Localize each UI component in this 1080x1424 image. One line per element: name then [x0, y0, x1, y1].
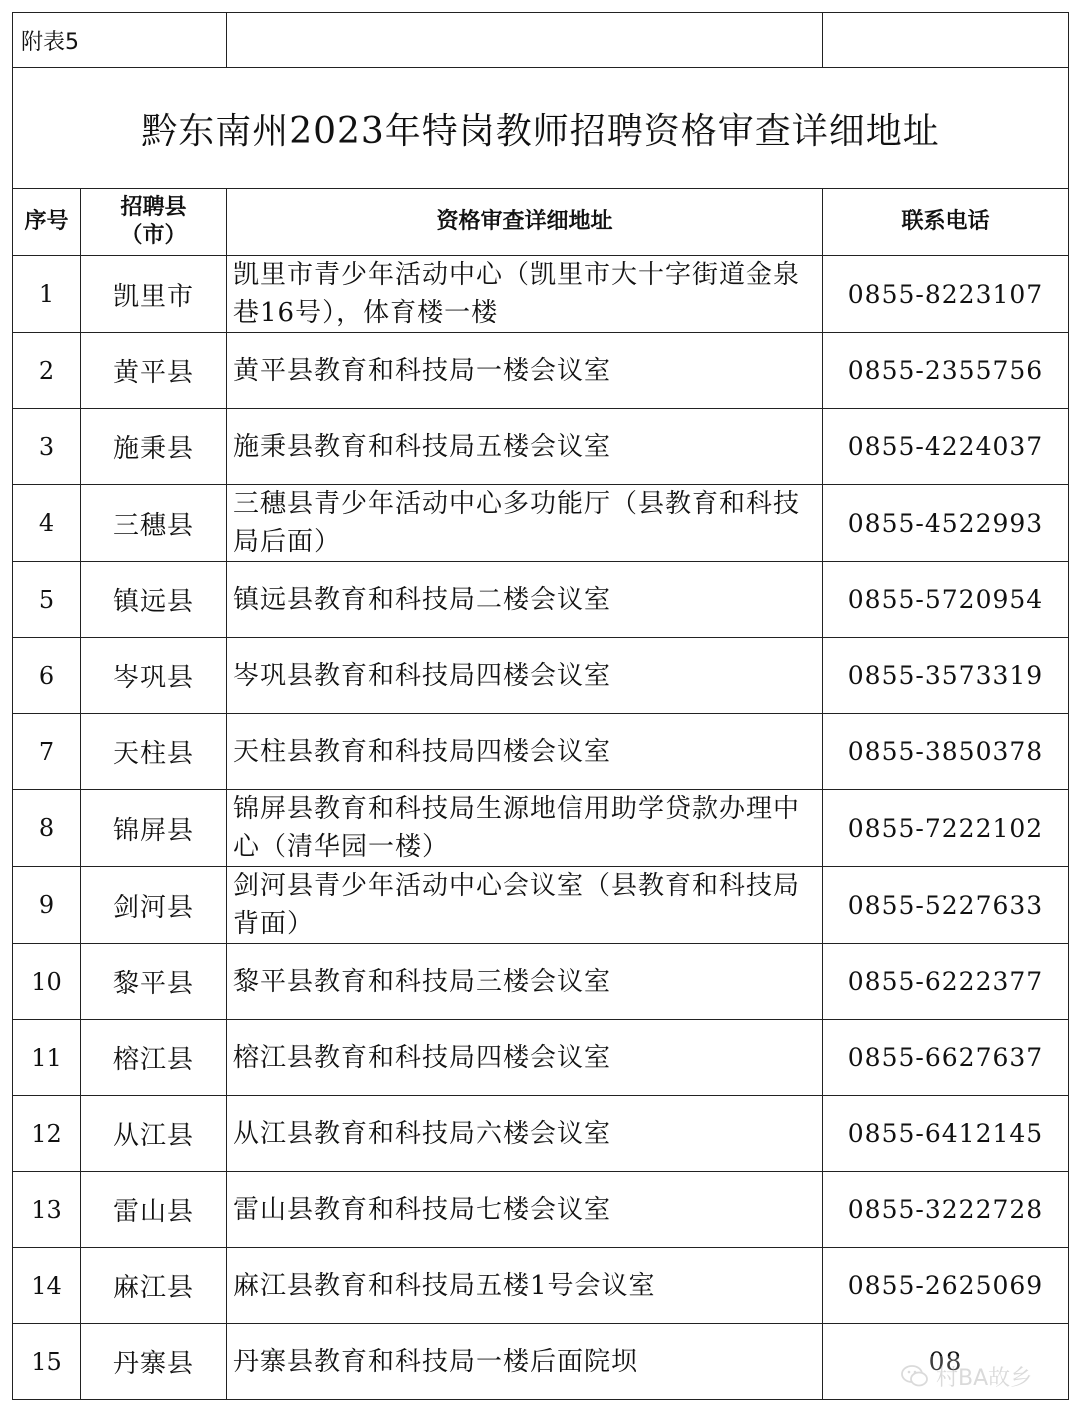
- row-phone: 0855-4522993: [823, 485, 1069, 562]
- row-county: 麻江县: [81, 1248, 227, 1324]
- row-number: 8: [13, 790, 81, 867]
- row-address: 岑巩县教育和科技局四楼会议室: [227, 638, 823, 714]
- row-number: 9: [13, 867, 81, 944]
- table-row: [13, 485, 1069, 562]
- row-county: 三穗县: [81, 485, 227, 562]
- row-phone: 0855-3573319: [823, 638, 1069, 714]
- row-county: 雷山县: [81, 1172, 227, 1248]
- appendix-label: 附表5: [13, 13, 227, 68]
- row-county: 从江县: [81, 1096, 227, 1172]
- watermark-text: 村BA故乡: [936, 1365, 1033, 1391]
- row-address: 天柱县教育和科技局四楼会议室: [227, 714, 823, 790]
- table-row: [13, 1172, 1069, 1248]
- row-county: 榕江县: [81, 1020, 227, 1096]
- row-phone: 0855-3222728: [823, 1172, 1069, 1248]
- empty-cell: [823, 13, 1069, 68]
- row-address: 从江县教育和科技局六楼会议室: [227, 1096, 823, 1172]
- row-address: 剑河县青少年活动中心会议室（县教育和科技局背面）: [227, 867, 823, 944]
- row-number: 1: [13, 256, 81, 333]
- row-address: 丹寨县教育和科技局一楼后面院坝: [227, 1324, 823, 1400]
- row-county: 施秉县: [81, 409, 227, 485]
- row-phone: 0855-3850378: [823, 714, 1069, 790]
- header-county-line1: 招聘县: [120, 195, 187, 220]
- row-address: 雷山县教育和科技局七楼会议室: [227, 1172, 823, 1248]
- row-county: 天柱县: [81, 714, 227, 790]
- row-phone: 0855-4224037: [823, 409, 1069, 485]
- appendix-row: [13, 13, 1069, 68]
- row-county: 岑巩县: [81, 638, 227, 714]
- header-row: [13, 189, 1069, 256]
- row-phone: 0855-6222377: [823, 944, 1069, 1020]
- table-row: [13, 867, 1069, 944]
- table-row: [13, 562, 1069, 638]
- row-address: 施秉县教育和科技局五楼会议室: [227, 409, 823, 485]
- row-phone: 0855-2625069: [823, 1248, 1069, 1324]
- document-title: 黔东南州2023年特岗教师招聘资格审查详细地址: [13, 68, 1069, 189]
- table-row: [13, 790, 1069, 867]
- table-row: [13, 1248, 1069, 1324]
- table-row: [13, 1020, 1069, 1096]
- row-phone: 0855-5720954: [823, 562, 1069, 638]
- address-table: [12, 12, 1069, 1400]
- header-county: [81, 189, 227, 256]
- table-row: [13, 944, 1069, 1020]
- table-row: [13, 714, 1069, 790]
- row-address: 镇远县教育和科技局二楼会议室: [227, 562, 823, 638]
- row-phone: 0855-8223107: [823, 256, 1069, 333]
- row-number: 10: [13, 944, 81, 1020]
- title-row: [13, 68, 1069, 189]
- row-phone: 0855-7222102: [823, 790, 1069, 867]
- row-phone: 0855-6627637: [823, 1020, 1069, 1096]
- empty-cell: [227, 13, 823, 68]
- row-number: 5: [13, 562, 81, 638]
- row-number: 14: [13, 1248, 81, 1324]
- table-row: [13, 256, 1069, 333]
- row-address: 榕江县教育和科技局四楼会议室: [227, 1020, 823, 1096]
- row-address: 黄平县教育和科技局一楼会议室: [227, 333, 823, 409]
- row-number: 11: [13, 1020, 81, 1096]
- table-row: [13, 409, 1069, 485]
- row-number: 4: [13, 485, 81, 562]
- row-county: 锦屏县: [81, 790, 227, 867]
- row-phone: 0855-2355756: [823, 333, 1069, 409]
- row-number: 3: [13, 409, 81, 485]
- row-number: 15: [13, 1324, 81, 1400]
- row-county: 丹寨县: [81, 1324, 227, 1400]
- row-phone: 0855-6412145: [823, 1096, 1069, 1172]
- row-number: 6: [13, 638, 81, 714]
- watermark: [900, 1356, 1032, 1396]
- row-phone: 0855-5227633: [823, 867, 1069, 944]
- row-address: 锦屏县教育和科技局生源地信用助学贷款办理中心（清华园一楼）: [227, 790, 823, 867]
- row-number: 2: [13, 333, 81, 409]
- row-county: 黎平县: [81, 944, 227, 1020]
- row-phone: 08: [823, 1324, 1069, 1400]
- table-row: [13, 333, 1069, 409]
- row-county: 剑河县: [81, 867, 227, 944]
- row-number: 13: [13, 1172, 81, 1248]
- header-address: 资格审查详细地址: [227, 189, 823, 256]
- header-phone: 联系电话: [823, 189, 1069, 256]
- row-address: 凯里市青少年活动中心（凯里市大十字街道金泉巷16号），体育楼一楼: [227, 256, 823, 333]
- row-county: 黄平县: [81, 333, 227, 409]
- row-address: 黎平县教育和科技局三楼会议室: [227, 944, 823, 1020]
- row-county: 镇远县: [81, 562, 227, 638]
- table-body: [13, 13, 1069, 1400]
- table-row: [13, 638, 1069, 714]
- row-county: 凯里市: [81, 256, 227, 333]
- table-row: [13, 1096, 1069, 1172]
- row-number: 7: [13, 714, 81, 790]
- header-county-line2: （市）: [120, 223, 187, 248]
- row-address: 麻江县教育和科技局五楼1号会议室: [227, 1248, 823, 1324]
- row-address: 三穗县青少年活动中心多功能厅（县教育和科技局后面）: [227, 485, 823, 562]
- header-no: 序号: [13, 189, 81, 256]
- row-number: 12: [13, 1096, 81, 1172]
- wechat-icon: [900, 1361, 930, 1391]
